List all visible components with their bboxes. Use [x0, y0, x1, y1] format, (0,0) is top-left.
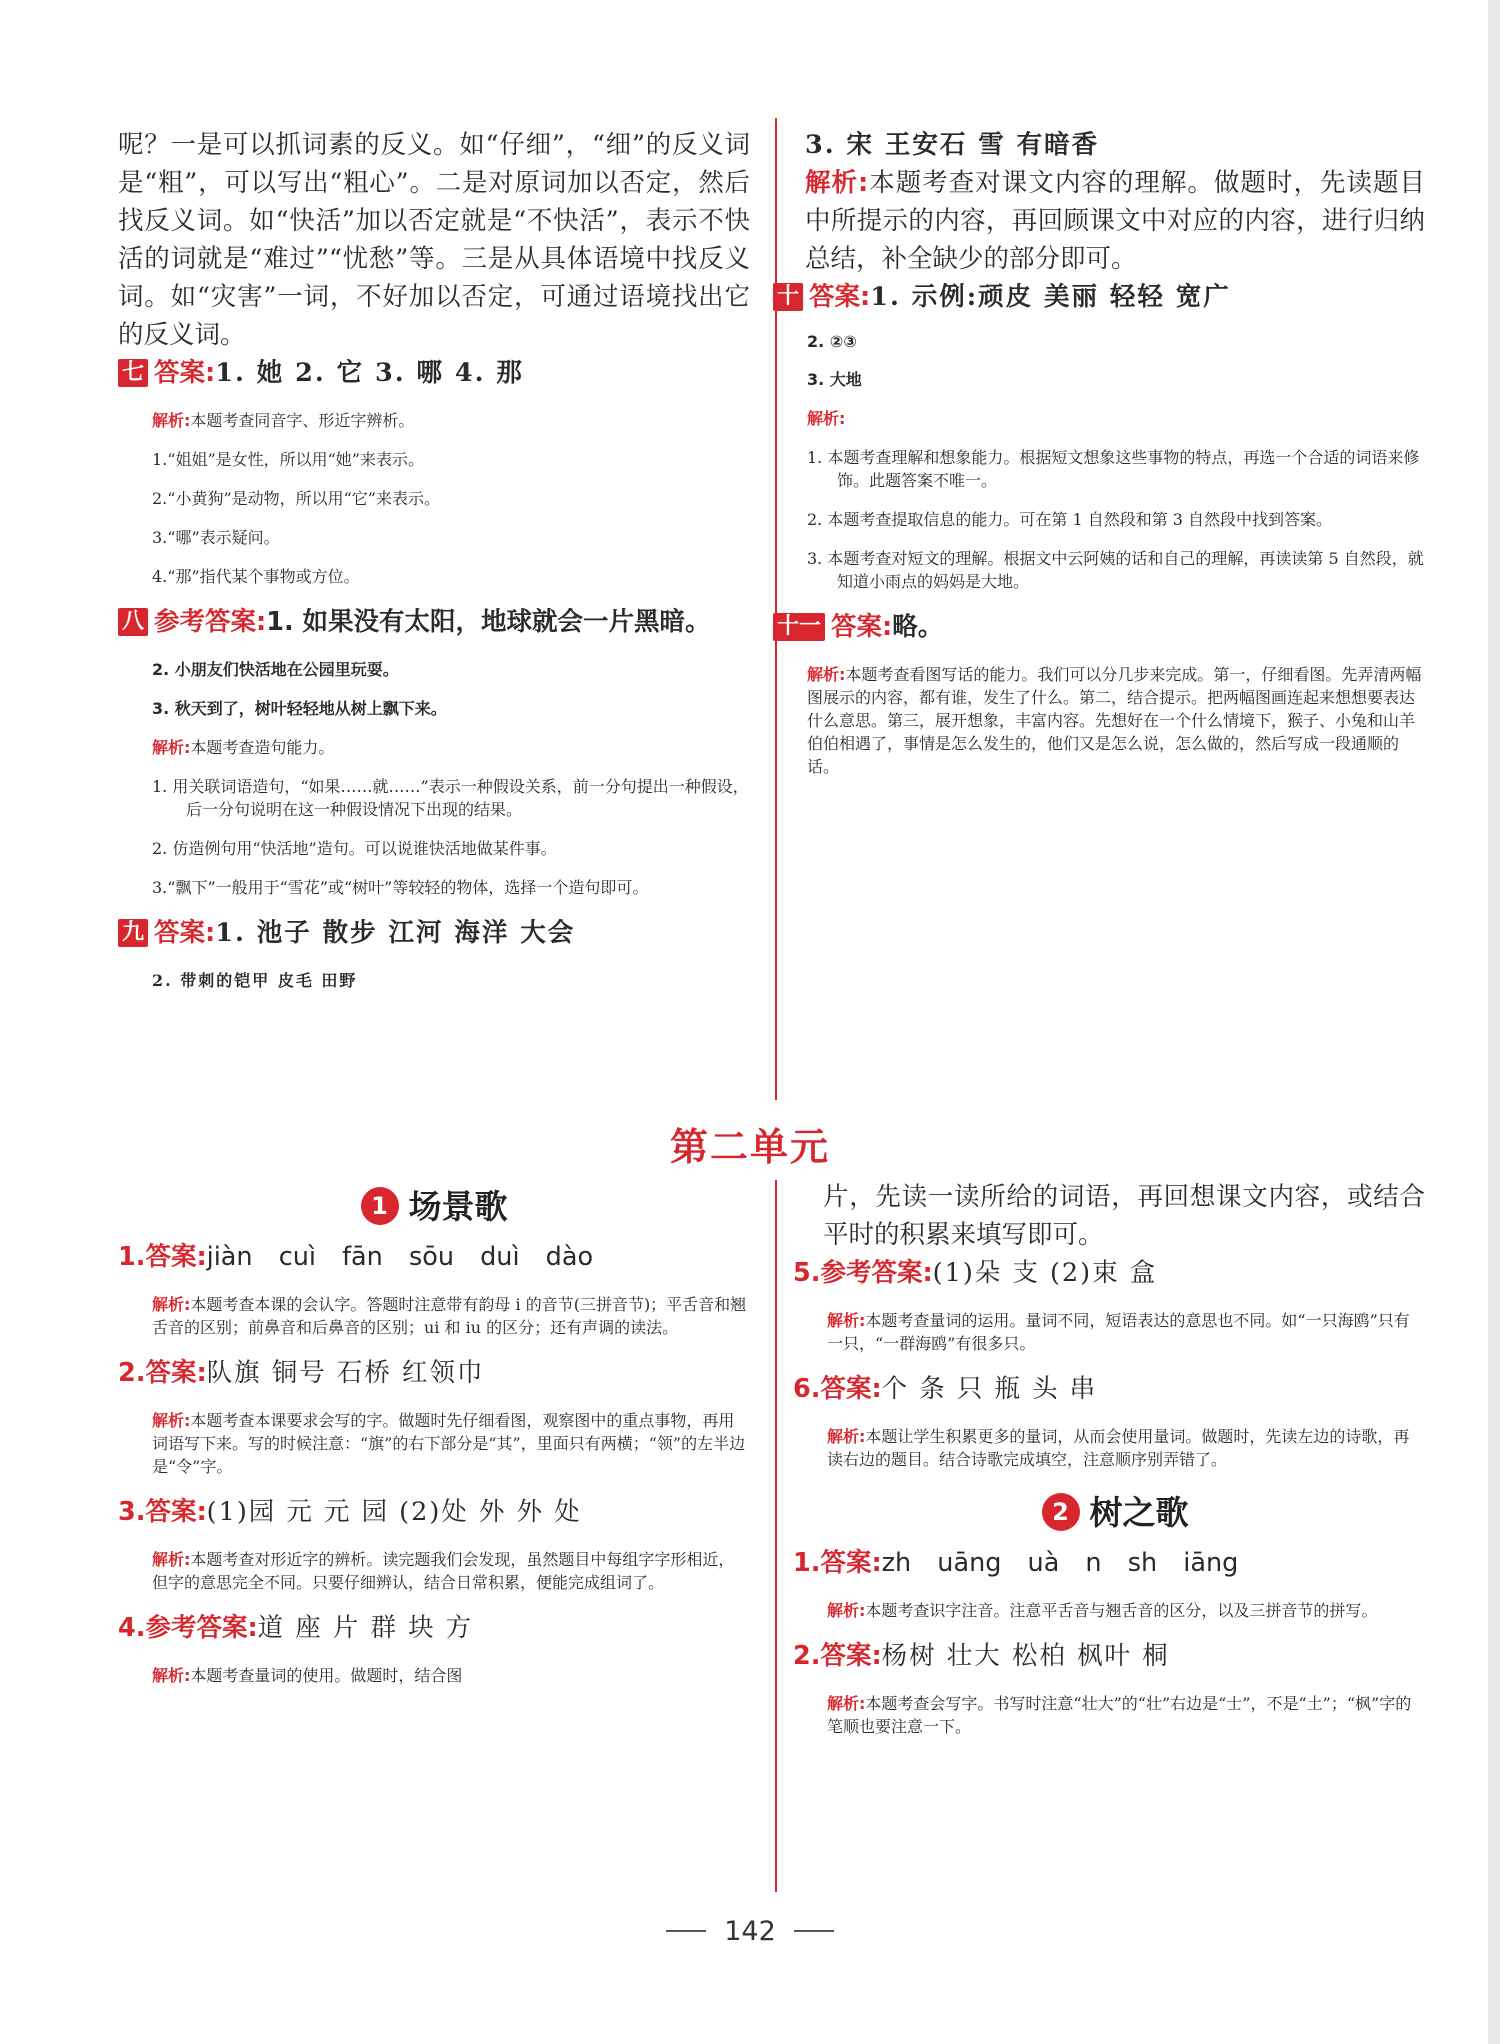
l2-q1-analysis-label: 解析:: [827, 1601, 866, 1620]
l1-q5: [793, 1254, 1425, 1354]
q10-item: 1. 本题考查理解和想象能力。根据短文想象这些事物的特点，再选一个合适的词语来修饰。此题答案不唯一。: [807, 448, 1420, 490]
q8-answer-3: 3. 秋天到了，树叶轻轻地从树上飘下来。: [152, 699, 447, 718]
q7-label: 答案:: [154, 358, 216, 388]
l1-q4-answer: 道 座 片 群 块 方: [257, 1613, 474, 1643]
lesson1-heading: [118, 1180, 750, 1234]
l1-q3-analysis: 本题考查对形近字的辨析。读完题我们会发现，虽然题目中每组字字形相近，但字的意思完全不同。只要仔细辨认，结合日常积累，便能完成组词了。: [152, 1550, 735, 1592]
l1-q3-analysis-label: 解析:: [152, 1550, 191, 1569]
l1-q2-answer: 队旗 铜号 石桥 红领巾: [206, 1358, 485, 1388]
l1-q1-answer: jiàn cuì fān sōu duì dào: [206, 1242, 594, 1272]
lesson1-column: [118, 1180, 750, 1702]
lesson2-heading: [805, 1486, 1425, 1540]
l1-q3-label: 答案:: [145, 1497, 207, 1527]
q7-analysis-label: 解析:: [152, 411, 191, 430]
q7-answers: 1. 她 2. 它 3. 哪 4. 那: [215, 358, 524, 388]
l1-q2-num: 2.: [118, 1358, 146, 1388]
q9-analysis: 本题考查对课文内容的理解。做题时，先读题目中所提示的内容，再回顾课文中对应的内容，进行归纳总结，补全缺少的部分即可。: [805, 168, 1425, 274]
l1-q1-analysis-label: 解析:: [152, 1295, 191, 1314]
top-right-column: [777, 126, 1425, 793]
q9-answer-3: 3. 宋 王安石 雪 有暗香: [805, 130, 1100, 160]
q9-answer-1: 1. 池子 散步 江河 海洋 大会: [215, 918, 576, 948]
q7-item: 4.“那”指代某个事物或方位。: [152, 567, 360, 586]
l1-q1-label: 答案:: [145, 1242, 207, 1272]
l1-q4: [118, 1609, 750, 1686]
l2-q2-answer: 杨树 壮大 松柏 枫叶 桐: [881, 1641, 1170, 1671]
footer-dash-left: [666, 1930, 706, 1932]
l1-q6-num: 6.: [793, 1374, 821, 1404]
q11-label: 答案:: [831, 612, 893, 642]
q8-answer-2: 2. 小朋友们快活地在公园里玩耍。: [152, 660, 399, 679]
q7-item: 3.“哪”表示疑问。: [152, 528, 280, 547]
antonym-intro: 呢？一是可以抓词素的反义。如“仔细”，“细”的反义词是“粗”，可以写出“粗心”。二是对原词加以否定，然后找反义词。如“快活”加以否定就是“不快活”，表示不快活的词就是“难过”“忧愁”等。三是从具体语境中找反义词。如“灾害”一词，不好加以否定，可通过语境找出它的反义词。: [118, 130, 750, 350]
q11-block: [773, 608, 1425, 777]
q8-answer-1: 1. 如果没有太阳，地球就会一片黑暗。: [266, 607, 711, 637]
q8-label: 参考答案:: [154, 607, 267, 637]
l2-q2-analysis-label: 解析:: [827, 1694, 866, 1713]
q8-analysis: 本题考查造句能力。: [190, 738, 335, 757]
q10-answer-2: 2. ②③: [807, 332, 857, 351]
lesson2-badge: 2: [1042, 1493, 1080, 1531]
q11-tag: 十一: [773, 613, 825, 641]
l2-q2-analysis: 本题考查会写字。书写时注意“壮大”的“壮”右边是“士”，不是“土”；“枫”字的笔顺也要注意一下。: [827, 1694, 1412, 1736]
q9-answer-2: 2. 带刺的铠甲 皮毛 田野: [152, 971, 358, 990]
l1-q4-analysis: 本题考查量词的使用。做题时，结合图: [190, 1666, 463, 1685]
l1-q5-label: 参考答案:: [820, 1258, 933, 1288]
l1-q1-num: 1.: [118, 1242, 146, 1272]
scan-edge: [1488, 0, 1500, 2044]
l1-q5-analysis-label: 解析:: [827, 1311, 866, 1330]
lesson1-cont-column: [793, 1178, 1425, 1753]
q7-item: 1.“姐姐”是女性，所以用“她”来表示。: [152, 450, 424, 469]
l2-q1-answer: zh uāng uà n sh iāng: [881, 1548, 1239, 1578]
footer-dash-right: [794, 1930, 834, 1932]
q8-tag: 八: [118, 608, 148, 636]
l2-q1-analysis: 本题考查识字注音。注意平舌音与翘舌音的区分，以及三拼音节的拼写。: [865, 1601, 1378, 1620]
l1-q4-analysis-label: 解析:: [152, 1666, 191, 1685]
l1-q6-analysis: 本题让学生积累更多的量词，从而会使用量词。做题时，先读左边的诗歌，再读右边的题目。结合诗歌完成填空，注意顺序别弄错了。: [827, 1427, 1410, 1469]
l2-q2-label: 答案:: [820, 1641, 882, 1671]
q9-tag: 九: [118, 919, 148, 947]
q10-item: 2. 本题考查提取信息的能力。可在第 1 自然段和第 3 自然段中找到答案。: [807, 510, 1333, 529]
l1-q6: [793, 1370, 1425, 1470]
l2-q1-num: 1.: [793, 1548, 821, 1578]
q7-block: [118, 354, 750, 587]
q8-analysis-label: 解析:: [152, 738, 191, 757]
q10-block: [773, 278, 1425, 592]
l1-q5-answer: (1)朵 支 (2)束 盒: [932, 1258, 1158, 1288]
l1-q4-label: 参考答案:: [145, 1613, 258, 1643]
l2-q2: [793, 1637, 1425, 1737]
lesson1-title: 场景歌: [408, 1187, 508, 1226]
l2-q1-label: 答案:: [820, 1548, 882, 1578]
lesson1-badge: 1: [361, 1187, 399, 1225]
l2-q1: [793, 1544, 1425, 1621]
l1-q5-num: 5.: [793, 1258, 821, 1288]
l1-q4-analysis-cont: 片，先读一读所给的词语，再回想课文内容，或结合平时的积累来填写即可。: [823, 1182, 1425, 1250]
q11-analysis: 本题考查看图写话的能力。我们可以分几步来完成。第一，仔细看图。先弄清两幅图展示的内容，都有谁，发生了什么。第二，结合提示。把两幅图画连起来想想要表达什么意思。第三，展开想象，丰富内容。先想好在一个什么情境下，猴子、小兔和山羊伯伯相遇了，事情是怎么发生的，他们又是怎么说，怎么做的，然后写成一段通顺的话。: [807, 665, 1422, 776]
l1-q3-answer: (1)园 元 元 园 (2)处 外 外 处: [206, 1497, 582, 1527]
l1-q2-analysis-label: 解析:: [152, 1411, 191, 1430]
q7-item: 2.“小黄狗”是动物，所以用“它”来表示。: [152, 489, 440, 508]
q10-answer-1: 1. 示例:顽皮 美丽 轻轻 宽广: [870, 282, 1231, 312]
q11-answer: 略。: [892, 612, 944, 642]
l1-q6-label: 答案:: [820, 1374, 882, 1404]
q10-label: 答案:: [809, 282, 871, 312]
l1-q2-analysis: 本题考查本课要求会写的字。做题时先仔细看图，观察图中的重点事物，再用词语写下来。写的时候注意：“旗”的右下部分是“其”，里面只有两横；“领”的左半边是“令”字。: [152, 1411, 746, 1476]
q9-analysis-label: 解析:: [805, 168, 869, 198]
lesson2-title: 树之歌: [1089, 1493, 1189, 1532]
q10-item: 3. 本题考查对短文的理解。根据文中云阿姨的话和自己的理解，再读读第 5 自然段，就知道小雨点的妈妈是大地。: [807, 549, 1424, 591]
q10-tag: 十: [773, 283, 803, 311]
page-number-footer: [0, 1916, 1500, 1947]
page-number: 142: [724, 1916, 776, 1947]
q7-analysis: 本题考查同音字、形近字辨析。: [190, 411, 415, 430]
q8-item: 2. 仿造例句用“快活地”造句。可以说谁快活地做某件事。: [152, 839, 557, 858]
l1-q2-label: 答案:: [145, 1358, 207, 1388]
q8-block: [118, 603, 750, 898]
l1-q6-answer: 个 条 只 瓶 头 串: [881, 1374, 1098, 1404]
l1-q1-analysis: 本题考查本课的会认字。答题时注意带有韵母 i 的音节(三拼音节)；平舌音和翘舌音的区别；前鼻音和后鼻音的区别；ui 和 iu 的区分；还有声调的读法。: [152, 1295, 747, 1337]
l1-q5-analysis: 本题考查量词的运用。量词不同，短语表达的意思也不同。如“一只海鸥”只有一只，“一群海鸥”有很多只。: [827, 1311, 1410, 1353]
q9-label: 答案:: [154, 918, 216, 948]
q8-item: 1. 用关联词语造句，“如果……就……”表示一种假设关系，前一分句提出一种假设，后一分句说明在这一种假设情况下出现的结果。: [152, 777, 749, 819]
l1-q4-num: 4.: [118, 1613, 146, 1643]
q9-block: [118, 914, 750, 991]
q8-item: 3.“飘下”一般用于“雪花”或“树叶”等较轻的物体，选择一个造句即可。: [152, 878, 649, 897]
q10-answer-3: 3. 大地: [807, 370, 862, 389]
l1-q1: [118, 1238, 750, 1338]
l1-q6-analysis-label: 解析:: [827, 1427, 866, 1446]
q7-tag: 七: [118, 359, 148, 387]
l1-q2: [118, 1354, 750, 1477]
q10-analysis-label: 解析:: [807, 409, 846, 428]
q11-analysis-label: 解析:: [807, 665, 846, 684]
l1-q3: [118, 1493, 750, 1593]
unit-title: 第二单元: [669, 1125, 830, 1169]
l2-q2-num: 2.: [793, 1641, 821, 1671]
top-left-column: [118, 126, 750, 1007]
l1-q3-num: 3.: [118, 1497, 146, 1527]
column-divider-bottom: [775, 1180, 777, 1892]
